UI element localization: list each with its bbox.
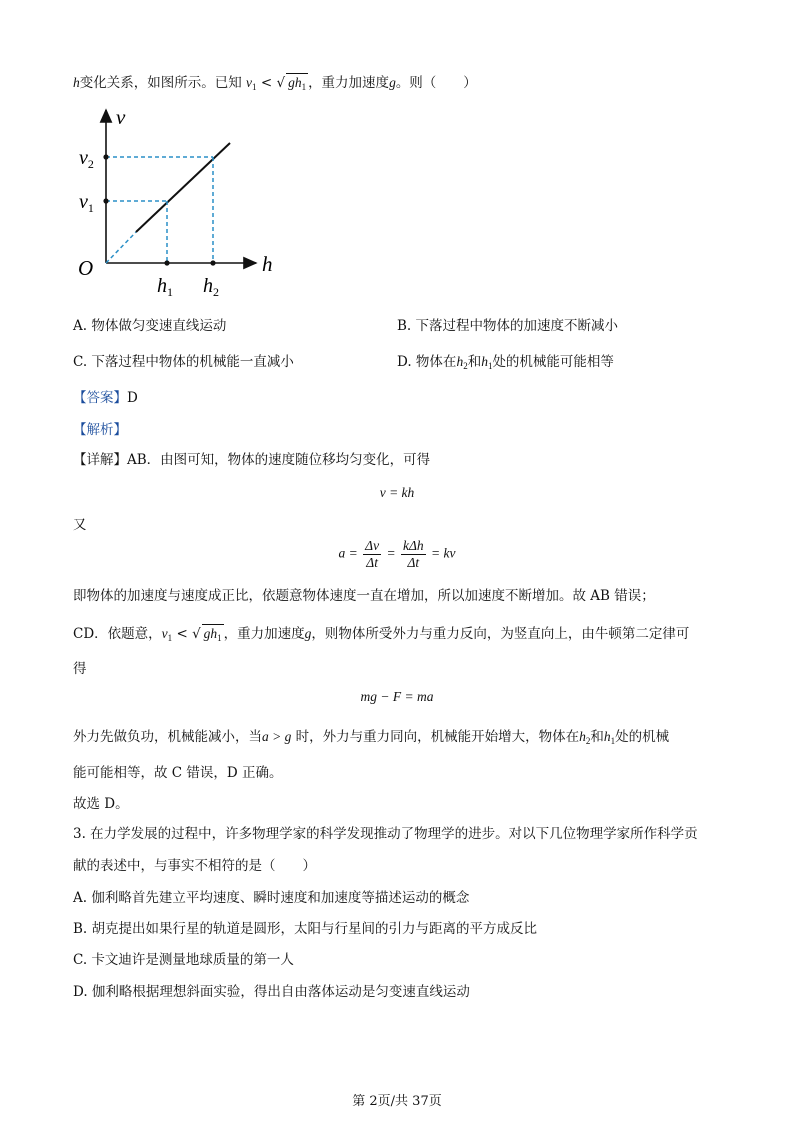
intro-text-3: 。则（ ） bbox=[395, 75, 477, 91]
q3-option-c: C. 卡文迪许是测量地球质量的第一人 bbox=[73, 952, 294, 968]
detail-cd-line: CD．依题意，$v_1$ < √ $gh_1$ ，重力加速度g，则物体所受外力与重力反向，为竖直向上，由牛顿第二定律可 bbox=[73, 624, 689, 647]
detail-line-2: 即物体的加速度与速度成正比，依题意物体速度一直在增加，所以加速度不断增加。故 AB 错误； bbox=[73, 588, 655, 604]
detail-line-4: 外力先做负功，机械能减小，当a > g 时，外力与重力同向，机械能开始增大，物体在$h_2$和$h_1$处的机械 bbox=[73, 729, 670, 746]
cond-lt: < bbox=[260, 75, 273, 91]
q3-stem-1: 3. 在力学发展的过程中，许多物理学家的科学发现推动了物理学的进步。对以下几位物理学家所作科学贡 bbox=[73, 826, 698, 842]
answer bbox=[73, 389, 138, 407]
option-c: C. 下落过程中物体的机械能一直减小 bbox=[73, 354, 294, 370]
detail-you: 又 bbox=[73, 517, 87, 533]
intro-text-1: 变化关系，如图所示。已知 bbox=[79, 75, 242, 91]
option-b: B. 下落过程中物体的加速度不断减小 bbox=[397, 318, 619, 334]
page-footer: 第 2页/共 37页 bbox=[352, 1094, 442, 1109]
dot-v2 bbox=[103, 154, 108, 159]
detail-line-1: 【详解】AB．由图可知，物体的速度随位移均匀变化，可得 bbox=[73, 452, 431, 468]
x-axis-label: h bbox=[262, 252, 273, 276]
analysis-label: 【解析】 bbox=[73, 422, 127, 438]
dot-h2 bbox=[210, 260, 215, 265]
equation-v-kh: v = kh bbox=[379, 485, 415, 500]
intro-g: g bbox=[389, 75, 396, 90]
option-d: D. 物体在$h_2$和$h_1$处的机械能可能相等 bbox=[397, 354, 614, 371]
dot-h1 bbox=[164, 260, 169, 265]
q3-option-b: B. 胡克提出如果行星的轨道是圆形，太阳与行星间的引力与距离的平方成反比 bbox=[73, 921, 538, 937]
tick-v1: $v_1$ bbox=[79, 191, 94, 215]
cond-lhs: $v_1$ bbox=[246, 75, 257, 92]
q3-option-d: D. 伽利略根据理想斜面实验，得出自由落体运动是匀变速直线运动 bbox=[73, 984, 470, 1000]
tick-v2: $v_2$ bbox=[79, 147, 94, 171]
option-a: A. 物体做匀变速直线运动 bbox=[73, 318, 227, 334]
tick-h2: $h_2$ bbox=[203, 275, 219, 299]
y-axis-label: v bbox=[116, 105, 126, 129]
detail-line-6: 故选 D。 bbox=[73, 796, 129, 812]
equation-a: a = $\frac{\Delta v}{\Delta t}$ = $\frac{\text{kΔh}}{\Delta t}$ = kv bbox=[338, 538, 456, 570]
origin-extension-dashed bbox=[106, 232, 136, 263]
sqrt-gh1: $gh_1$ bbox=[286, 73, 308, 96]
q3-option-a: A. 伽利略首先建立平均速度、瞬时速度和加速度等描述运动的概念 bbox=[73, 890, 470, 906]
detail-cd-line-2: 得 bbox=[73, 661, 87, 677]
q3-stem-2: 献的表述中，与事实不相符的是（ ） bbox=[73, 858, 316, 874]
tick-h1: $h_1$ bbox=[157, 275, 173, 299]
sqrt-sign: √ bbox=[276, 75, 286, 91]
intro-line bbox=[73, 73, 477, 96]
dot-v1 bbox=[103, 198, 108, 203]
intro-text-2: ，重力加速度 bbox=[308, 75, 390, 91]
answer-label: 【答案】 bbox=[73, 390, 127, 406]
v-h-graph bbox=[72, 102, 302, 302]
answer-value: D bbox=[127, 390, 138, 406]
equation-newton: mg − F = ma bbox=[360, 689, 434, 704]
var-h: h bbox=[73, 75, 80, 90]
origin-label: O bbox=[78, 256, 94, 280]
detail-line-5: 能可能相等，故 C 错误，D 正确。 bbox=[73, 765, 283, 781]
